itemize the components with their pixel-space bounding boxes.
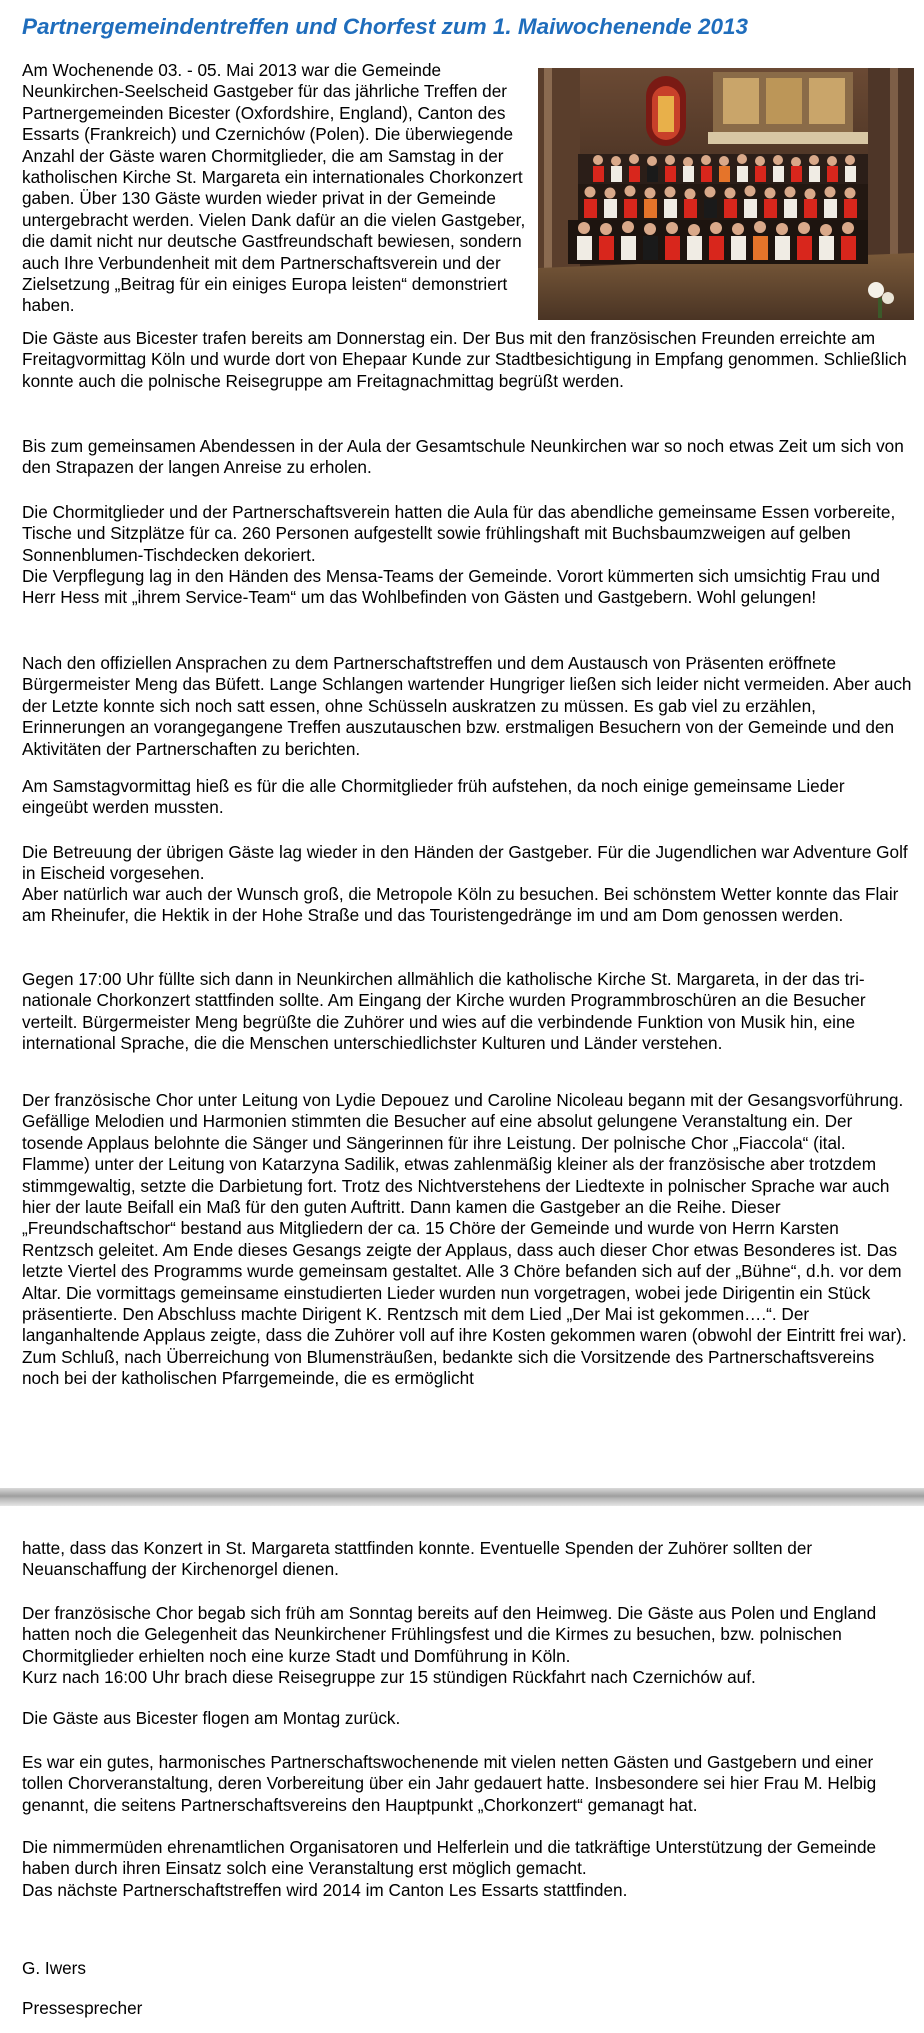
- paragraph-4: Die Chormitglieder und der Partnerschaftsverein hatten die Aula für das abendliche gemeinsame Essen vorbereite, Tische und Sitzplätze für ca. 260 Personen aufgestellt sowie frühlingshaft mit Buchsbaumzweigen auf gelben Sonnenblumen-Tischdecken dekoriert.: [22, 502, 896, 565]
- paragraph-16: Es war ein gutes, harmonisches Partnerschaftswochenende mit vielen netten Gästen und Gastgebern und einer tollen Chorveranstaltung, deren Vorbereitung über ein Jahr gedauert hatte. Insbesondere sei hier Frau M. Helbig genannt, die seitens Partnerschaftsvereins den Hauptpunkt „Chorkonzert“ gemanagt hat.: [22, 1752, 877, 1815]
- paragraph-8: Die Betreuung der übrigen Gäste lag wieder in den Händen der Gastgeber. Für die Jugendlichen war Adventure Golf in Eischeid vorgesehen.: [22, 842, 908, 884]
- paragraph-6: Nach den offiziellen Ansprachen zu dem Partnerschaftstreffen und dem Austausch von Präsenten eröffnete Bürgermeister Meng das Büfett. Lange Schlangen wartender Hungriger ließen sich leider nicht vermeiden. Aber auch der Letzte konnte sich noch satt essen, ohne Schüsseln auskratzen zu müssen. Es gab viel zu erzählen, Erinnerungen an vorangegangene Treffen auszutauschen bzw. erstmaligen Besuchern von der Gemeinde und den Aktivitäten der Partnerschaften zu berichten.: [22, 653, 912, 759]
- paragraph-11: Der französische Chor unter Leitung von Lydie Depouez und Caroline Nicoleau begann mit der Gesangsvorführung. Gefällige Melodien und Harmonien stimmten die Besucher auf eine absolut gelungene Veranstaltung ein. Der tosende Applaus belohnte die Sänger und Sängerinnen für ihre Leistung. Der polnische Chor „Fiaccola“ (ital. Flamme) unter der Leitung von Katarzyna Sadilik, etwas zahlenmäßig kleiner als der französische aber trotzdem stimmgewaltig, setzte die Darbietung fort. Trotz des Nichtverstehens der Liedtexte in polnischer Sprache war auch hier der laute Beifall ein Maß für den guten Auftritt. Dann kamen die Gastgeber an die Reihe. Dieser „Freundschaftschor“ bestand aus Mitgliedern der ca. 15 Chöre der Gemeinde und wurde von Herrn Karsten Rentzsch geleitet. Am Ende dieses Gesangs zeigte der Applaus, dass auch dieser Chor etwas Besonderes ist. Das letzte Viertel des Programms wurde gemeinsam gestaltet. Alle 3 Chöre befanden sich auf der „Bühne“, d.h. vor dem Altar. Die vormittags gemeinsame einstudierten Lieder wurden nun vorgetragen, wobei jede Dirigentin ein Stück präsentierte. Den Abschluss machte Dirigent K. Rentzsch mit dem Lied „Der Mai ist gekommen….“. Der langanhaltende Applaus zeigte, dass die Zuhörer voll auf ihre Kosten gekommen waren (obwohl der Eintritt frei war). Zum Schluß, nach Überreichung von Blumensträußen, bedankte sich die Vorsitzende des Partnerschaftsvereins noch bei der katholischen Pfarrgemeinde, die es ermöglicht: [22, 1090, 907, 1389]
- paragraph-15: Die Gäste aus Bicester flogen am Montag zurück.: [22, 1708, 401, 1728]
- signature-name: G. Iwers: [22, 1958, 86, 1978]
- paragraph-5: Die Verpflegung lag in den Händen des Mensa-Teams der Gemeinde. Vorort kümmerten sich umsichtig Frau und Herr Hess mit „ihrem Service-Team“ um das Wohlbefinden von Gästen und Gastgebern. Wohl gelungen!: [22, 566, 880, 608]
- paragraph-2: Die Gäste aus Bicester trafen bereits am Donnerstag ein. Der Bus mit den französischen Freunden erreichte am Freitagvormittag Köln und wurde dort von Ehepaar Kunde zur Stadtbesichtigung in Empfang genommen. Schließlich konnte auch die polnische Reisegruppe am Freitagnachmittag begrüßt werden.: [22, 328, 907, 391]
- paragraph-9: Aber natürlich war auch der Wunsch groß, die Metropole Köln zu besuchen. Bei schönstem Wetter konnte das Flair am Rheinufer, die Hektik in der Hohe Straße und das Touristengedränge im und am Dom genossen werden.: [22, 884, 899, 926]
- paragraph-3: Bis zum gemeinsamen Abendessen in der Aula der Gesamtschule Neunkirchen war so noch etwas Zeit um sich von den Strapazen der langen Anreise zu erholen.: [22, 436, 904, 478]
- paragraph-17: Die nimmermüden ehrenamtlichen Organisatoren und Helferlein und die tatkräftige Unterstützung der Gemeinde haben durch ihren Einsatz solch eine Veranstaltung erst möglich gemacht.: [22, 1837, 877, 1879]
- choir-in-church-photo: [538, 68, 914, 320]
- paragraph-10: Gegen 17:00 Uhr füllte sich dann in Neunkirchen allmählich die katholische Kirche St. Margareta, in der das tri-nationale Chorkonzert stattfinden sollte. Am Eingang der Kirche wurden Programmbroschüren an die Besucher verteilt. Bürgermeister Meng begrüßte die Zuhörer und wies auf die verbindende Funktion von Musik hin, eine international Sprache, die die Menschen unterschiedlichster Kulturen und Länder verstehen.: [22, 969, 866, 1054]
- page-title: Partnergemeindentreffen und Chorfest zum 1. Maiwochenende 2013: [22, 14, 748, 39]
- paragraph-14: Kurz nach 16:00 Uhr brach diese Reisegruppe zur 15 stündigen Rückfahrt nach Czernichów auf.: [22, 1667, 756, 1687]
- paragraph-12: hatte, dass das Konzert in St. Margareta stattfinden konnte. Eventuelle Spenden der Zuhörer sollten der Neuanschaffung der Kirchenorgel dienen.: [22, 1538, 813, 1580]
- paragraph-7: Am Samstagvormittag hieß es für die alle Chormitglieder früh aufstehen, da noch einige gemeinsame Lieder eingeübt werden mussten.: [22, 776, 845, 818]
- signature-role: Pressesprecher: [22, 1998, 143, 2018]
- paragraph-intro: Am Wochenende 03. - 05. Mai 2013 war die Gemeinde Neunkirchen-Seelscheid Gastgeber für das jährliche Treffen der Partnergemeinden Bicester (Oxfordshire, England), Canton des Essarts (Frankreich) und Czernichów (Polen). Die überwiegende Anzahl der Gäste waren Chormitglieder, die am Samstag in der katholischen Kirche St. Margareta ein internationales Chorkonzert gaben. Über 130 Gäste wurden wieder privat in der Gemeinde untergebracht werden. Vielen Dank dafür an die vielen Gastgeber, die damit nicht nur deutsche Gastfreundschaft bewiesen, sondern auch Ihre Verbundenheit mit dem Partnerschaftsverein und der Zielsetzung „Beitrag für ein einiges Europa leisten“ demonstriert haben.: [22, 60, 526, 316]
- paragraph-13: Der französische Chor begab sich früh am Sonntag bereits auf den Heimweg. Die Gäste aus Polen und England hatten noch die Gelegenheit das Neunkirchener Frühlingsfest und die Kirmes zu besuchen, bzw. polnischen Chormitglieder erhielten noch eine kurze Stadt und Domführung in Köln.: [22, 1603, 877, 1666]
- paragraph-18: Das nächste Partnerschaftstreffen wird 2014 im Canton Les Essarts stattfinden.: [22, 1880, 628, 1900]
- page-break-separator: [0, 1488, 924, 1506]
